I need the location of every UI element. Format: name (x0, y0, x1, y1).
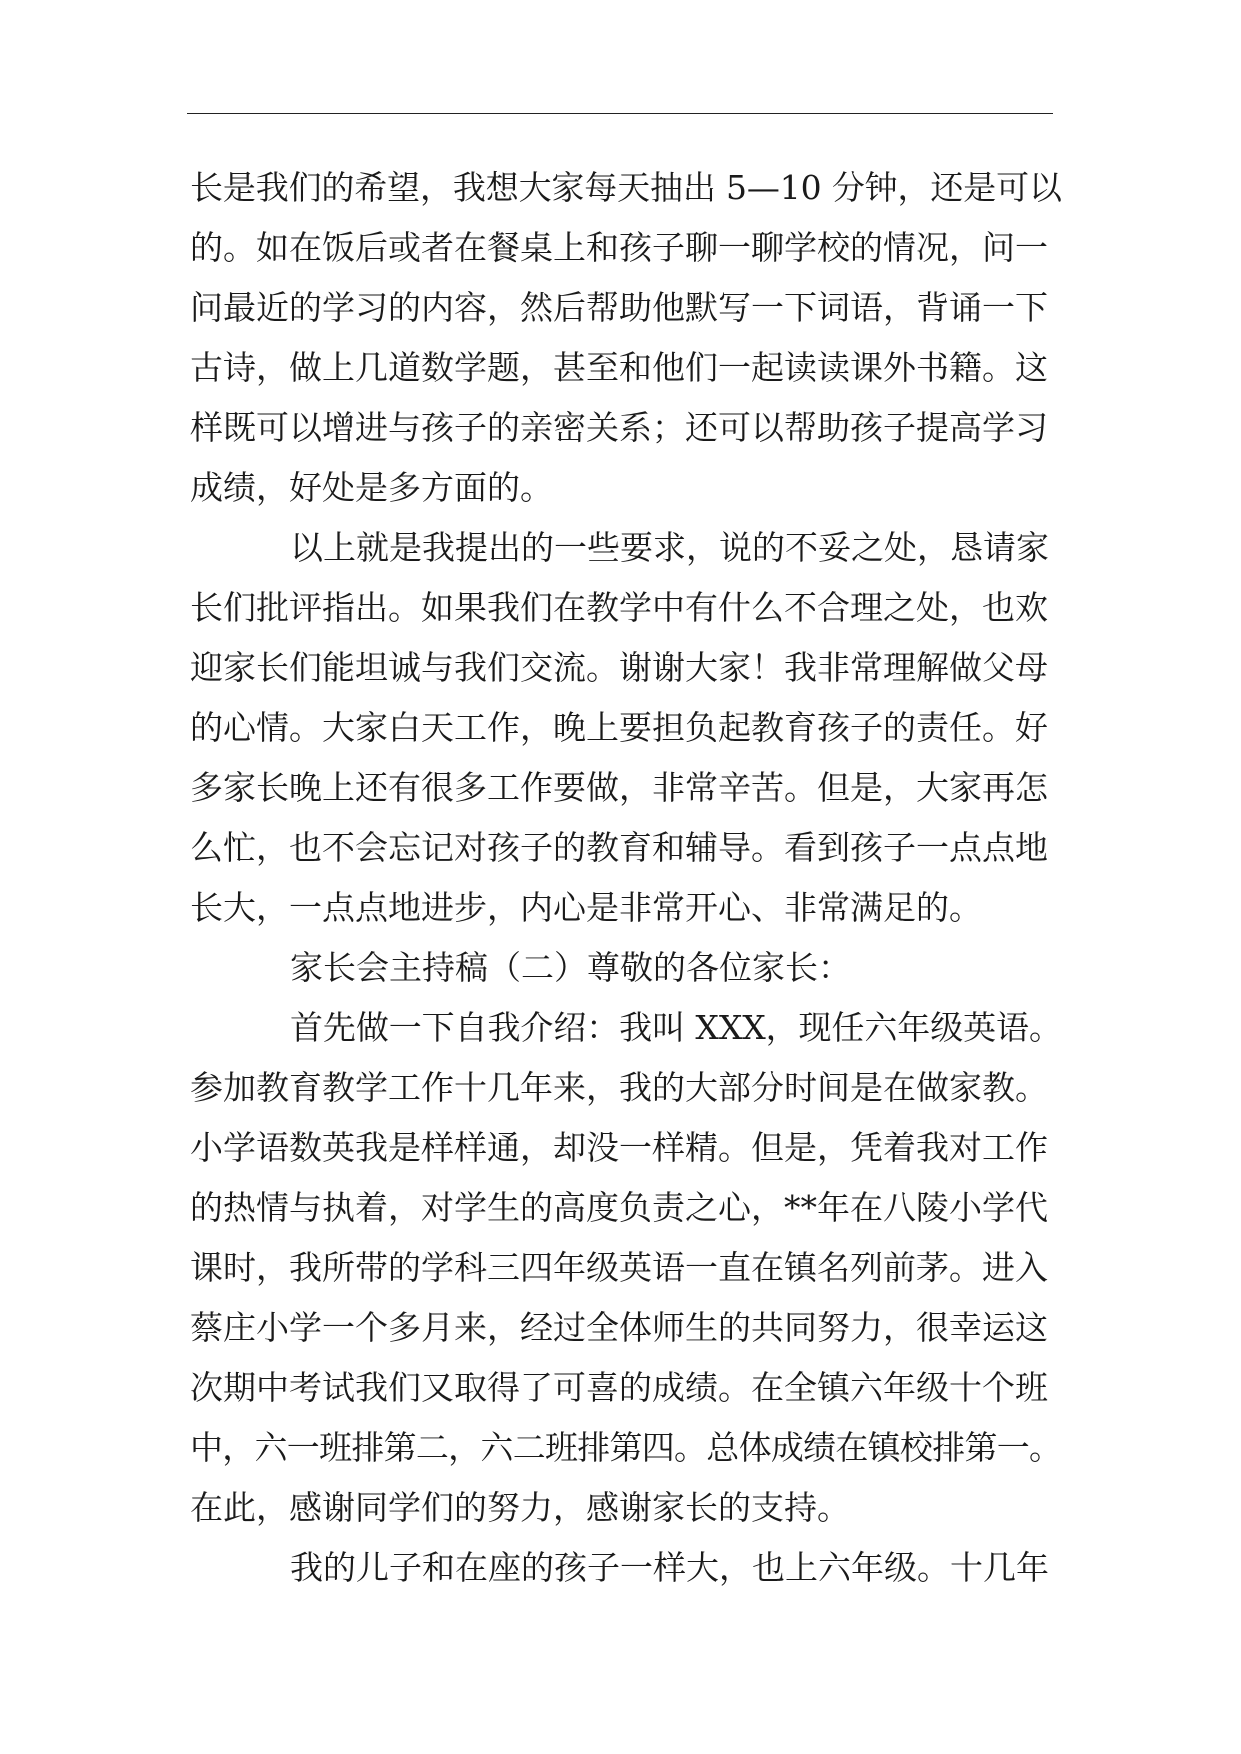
text-line: 古诗，做上几道数学题，甚至和他们一起读读课外书籍。这 (190, 348, 1048, 387)
text-line: 多家长晚上还有很多工作要做，非常辛苦。但是，大家再怎 (190, 768, 1048, 807)
text-line: 课时，我所带的学科三四年级英语一直在镇名列前茅。进入 (190, 1248, 1048, 1287)
text-line: 的。如在饭后或者在餐桌上和孩子聊一聊学校的情况，问一 (190, 228, 1048, 267)
text-line: 在此，感谢同学们的努力，感谢家长的支持。 (190, 1488, 850, 1527)
text-line: 次期中考试我们又取得了可喜的成绩。在全镇六年级十个班 (190, 1368, 1048, 1407)
text-line: 中，六一班排第二，六二班排第四。总体成绩在镇校排第一。 (190, 1428, 1062, 1467)
text-line: 我的儿子和在座的孩子一样大，也上六年级。十几年 (290, 1548, 1049, 1587)
text-line: 问最近的学习的内容，然后帮助他默写一下词语，背诵一下 (190, 288, 1048, 327)
text-line: 迎家长们能坦诚与我们交流。谢谢大家！我非常理解做父母 (190, 648, 1048, 687)
text-line: 参加教育教学工作十几年来，我的大部分时间是在做家教。 (190, 1068, 1048, 1107)
text-line: 以上就是我提出的一些要求，说的不妥之处，恳请家 (290, 528, 1049, 567)
text-line: 长是我们的希望，我想大家每天抽出 5—10 分钟，还是可以 (190, 168, 1062, 207)
text-line: 的心情。大家白天工作，晚上要担负起教育孩子的责任。好 (190, 708, 1048, 747)
text-line: 么忙，也不会忘记对孩子的教育和辅导。看到孩子一点点地 (190, 828, 1048, 867)
text-line: 小学语数英我是样样通，却没一样精。但是，凭着我对工作 (190, 1128, 1048, 1167)
text-line: 长们批评指出。如果我们在教学中有什么不合理之处，也欢 (190, 588, 1048, 627)
text-line: 的热情与执着，对学生的高度负责之心，**年在八陵小学代 (190, 1188, 1048, 1227)
text-line: 长大，一点点地进步，内心是非常开心、非常满足的。 (190, 888, 982, 927)
text-line: 成绩，好处是多方面的。 (190, 468, 553, 507)
section-heading-line: 家长会主持稿（二）尊敬的各位家长： (290, 948, 851, 987)
text-line: 样既可以增进与孩子的亲密关系；还可以帮助孩子提高学习 (190, 408, 1048, 447)
text-line: 首先做一下自我介绍：我叫 XXX，现任六年级英语。 (290, 1008, 1062, 1047)
header-rule (187, 113, 1053, 114)
text-line: 蔡庄小学一个多月来，经过全体师生的共同努力，很幸运这 (190, 1308, 1048, 1347)
document-body (190, 158, 1062, 1598)
